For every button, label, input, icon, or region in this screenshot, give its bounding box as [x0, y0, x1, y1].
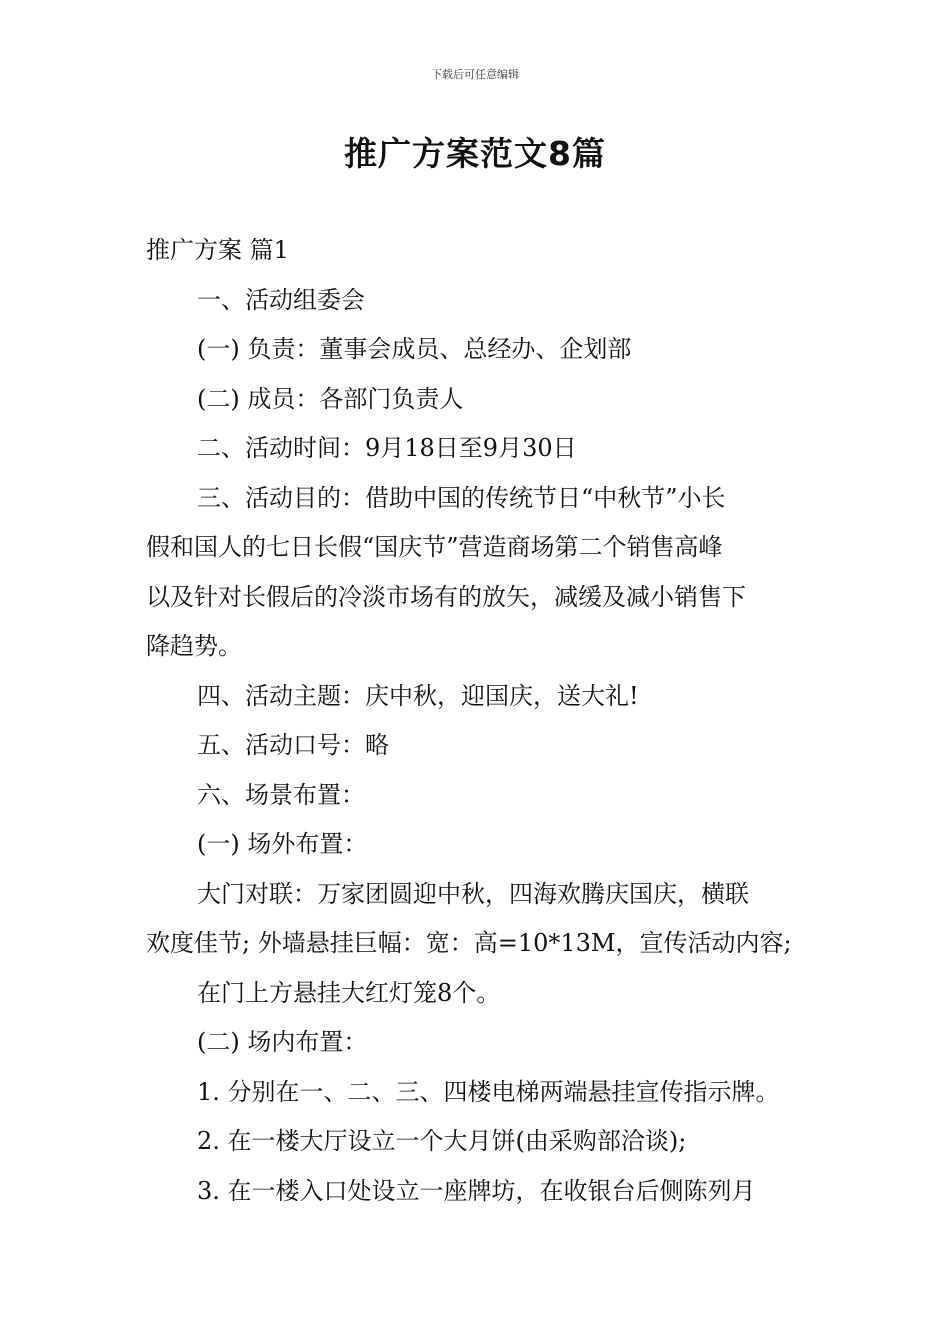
header-note: 下载后可任意编辑: [431, 68, 519, 81]
text-line: 假和国人的七日长假“国庆节”营造商场第二个销售高峰: [146, 533, 723, 561]
text-line: 降趋势。: [146, 632, 242, 660]
text-line: 推广方案 篇1: [146, 236, 289, 264]
text-line: (二) 场内布置：: [197, 1028, 368, 1056]
document-title: 推广方案范文8篇: [344, 134, 606, 173]
text-line: 六、场景布置：: [197, 780, 365, 809]
text-line: 欢度佳节; 外墙悬挂巨幅：宽：高=10*13M，宣传活动内容;: [146, 929, 792, 957]
text-line: 五、活动口号：略: [197, 731, 389, 759]
text-line: 大门对联：万家团圆迎中秋，四海欢腾庆国庆，横联: [197, 879, 749, 908]
text-line: 在门上方悬挂大红灯笼8个。: [197, 978, 501, 1007]
text-line: 3. 在一楼入口处设立一座牌坊，在收银台后侧陈列月: [197, 1176, 756, 1205]
text-line: (一) 场外布置：: [197, 830, 368, 858]
document-body: [146, 230, 810, 1220]
text-line: 1. 分别在一、二、三、四楼电梯两端悬挂宣传指示牌。: [197, 1077, 780, 1106]
text-line: 2. 在一楼大厅设立一个大月饼(由采购部洽谈);: [197, 1127, 687, 1155]
text-line: (一) 负责：董事会成员、总经办、企划部: [197, 335, 632, 363]
text-line: 三、活动目的：借助中国的传统节日“中秋节”小长: [197, 483, 726, 512]
text-line: 以及针对长假后的冷淡市场有的放矢，减缓及减小销售下: [146, 582, 746, 611]
text-line: 四、活动主题：庆中秋，迎国庆，送大礼!: [197, 681, 639, 710]
text-line: 一、活动组委会: [197, 285, 365, 314]
text-line: (二) 成员：各部门负责人: [197, 384, 464, 413]
text-line: 二、活动时间：9月18日至9月30日: [197, 434, 577, 462]
